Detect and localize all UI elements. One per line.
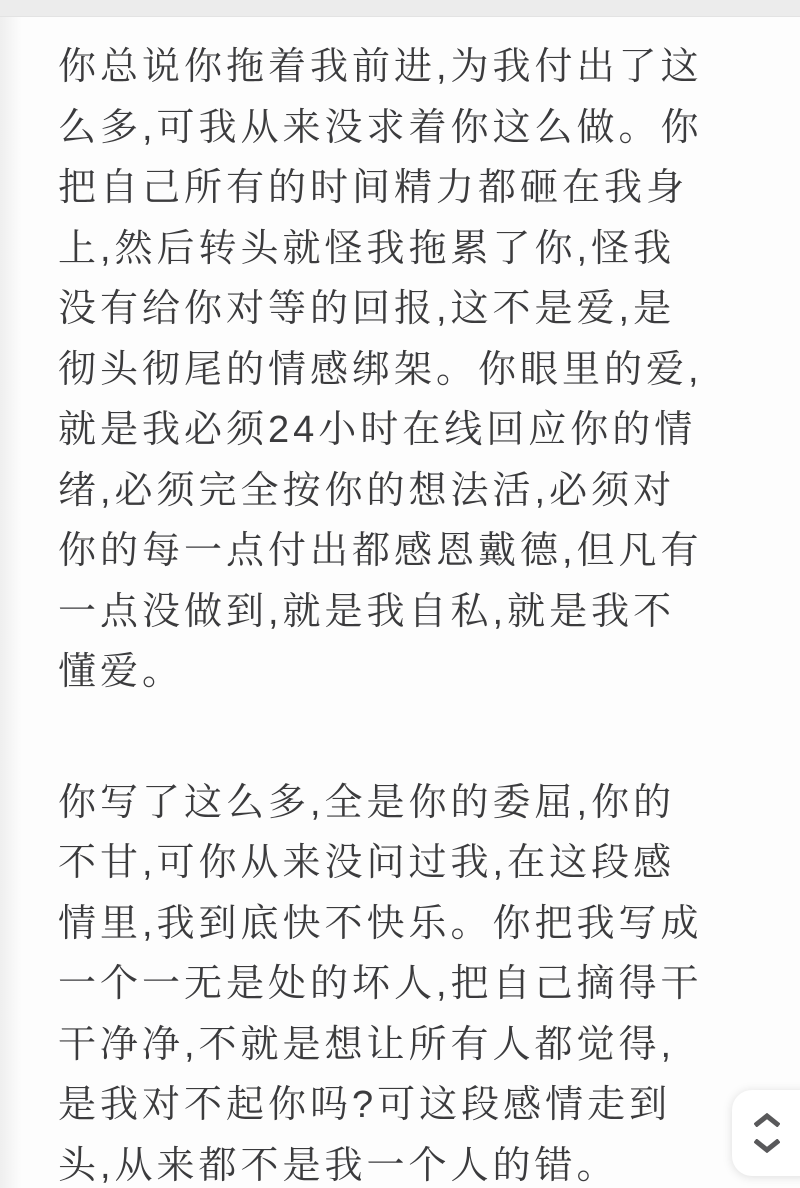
scroll-up-button[interactable] <box>754 1113 780 1127</box>
text-line: 彻头彻尾的情感绑架。你眼里的爱, <box>58 348 703 391</box>
text-line: 懂爱。 <box>58 651 185 693</box>
scroll-control-panel <box>732 1090 800 1176</box>
text-line: 没有给你对等的回报,这不是爱,是 <box>58 288 676 330</box>
text-line: 你写了这么多,全是你的委屈,你的 <box>58 781 676 824</box>
text-line: 一点没做到,就是我自私,就是我不 <box>58 590 676 633</box>
text-line: 干净净,不就是想让所有人都觉得, <box>58 1023 676 1066</box>
text-line: 绪,必须完全按你的想法活,必须对 <box>58 469 676 512</box>
text-line: 么多,可我从来没求着你这么做。你 <box>58 106 703 149</box>
text-line: 你的每一点付出都感恩戴德,但凡有 <box>58 530 703 572</box>
text-line: 情里,我到底快不快乐。你把我写成 <box>58 902 703 945</box>
paragraph-1 <box>58 37 742 703</box>
text-line: 你总说你拖着我前进,为我付出了这 <box>58 46 703 88</box>
top-strip <box>0 0 800 17</box>
text-line: 一个一无是处的坏人,把自己摘得干 <box>58 963 703 1005</box>
text-line: 把自己所有的时间精力都砸在我身 <box>58 167 689 209</box>
scroll-down-button[interactable] <box>754 1139 780 1153</box>
text-line: 就是我必须24小时在线回应你的情 <box>58 409 697 451</box>
text-line: 头,从来都不是我一个人的错。 <box>58 1144 619 1187</box>
chevron-up-icon <box>754 1113 780 1127</box>
text-line: 是我对不起你吗?可这段感情走到 <box>58 1084 672 1126</box>
chevron-down-icon <box>754 1139 780 1153</box>
text-line: 上,然后转头就怪我拖累了你,怪我 <box>58 227 676 270</box>
handwritten-page <box>0 17 800 1188</box>
paragraph-2 <box>58 773 742 1188</box>
text-line: 不甘,可你从来没问过我,在这段感 <box>58 842 676 884</box>
